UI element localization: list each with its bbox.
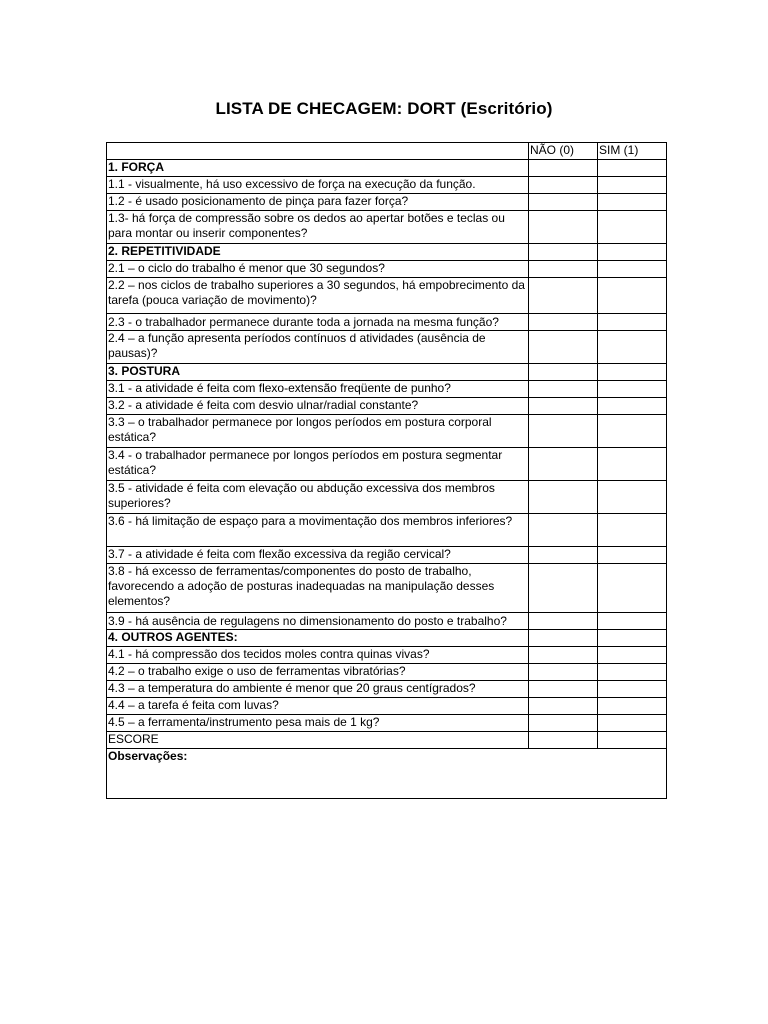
sim-cell[interactable] [598, 211, 667, 244]
row-text: 2.3 - o trabalhador permanece durante toda a jornada na mesma função? [107, 314, 529, 331]
section-row-outros-agentes [107, 630, 667, 647]
row-text: 2.4 – a função apresenta períodos contínuos d atividades (ausência de pausas)? [107, 331, 529, 364]
nao-cell[interactable] [529, 261, 598, 278]
nao-cell[interactable] [529, 647, 598, 664]
sim-cell[interactable] [598, 415, 667, 448]
sim-cell[interactable] [598, 314, 667, 331]
sim-cell[interactable] [598, 647, 667, 664]
sim-cell[interactable] [598, 261, 667, 278]
row-text: 2.2 – nos ciclos de trabalho superiores a 30 segundos, há empobrecimento da tarefa (pouca variação de movimento)? [107, 278, 529, 314]
nao-cell[interactable] [529, 664, 598, 681]
table-row [107, 564, 667, 613]
nao-cell[interactable] [529, 364, 598, 381]
nao-cell[interactable] [529, 698, 598, 715]
page-title: LISTA DE CHECAGEM: DORT (Escritório) [215, 99, 553, 118]
row-text: 4.4 – a tarefa é feita com luvas? [107, 698, 529, 715]
sim-cell[interactable] [598, 278, 667, 314]
table-row [107, 381, 667, 398]
section-row-repetitividade [107, 244, 667, 261]
sim-cell[interactable] [598, 698, 667, 715]
nao-cell[interactable] [529, 398, 598, 415]
table-row [107, 314, 667, 331]
sim-cell[interactable] [598, 630, 667, 647]
row-text: 1.3- há força de compressão sobre os dedos ao apertar botões e teclas ou para montar ou inserir componentes? [107, 211, 529, 244]
row-text: 1. FORÇA [107, 160, 529, 177]
row-text: 3.4 - o trabalhador permanece por longos períodos em postura segmentar estática? [107, 448, 529, 481]
table-row [107, 448, 667, 481]
sim-cell[interactable] [598, 547, 667, 564]
score-nao-cell[interactable] [529, 732, 598, 749]
sim-cell[interactable] [598, 194, 667, 211]
observations-label: Observações: [108, 749, 188, 763]
table-row [107, 547, 667, 564]
row-text: 2. REPETITIVIDADE [107, 244, 529, 261]
header-nao: NÃO (0) [529, 143, 598, 160]
row-text: 4.3 – a temperatura do ambiente é menor que 20 graus centígrados? [107, 681, 529, 698]
observations-row [107, 749, 667, 799]
nao-cell[interactable] [529, 481, 598, 514]
nao-cell[interactable] [529, 514, 598, 547]
nao-cell[interactable] [529, 715, 598, 732]
sim-cell[interactable] [598, 364, 667, 381]
nao-cell[interactable] [529, 630, 598, 647]
table-row [107, 647, 667, 664]
nao-cell[interactable] [529, 331, 598, 364]
nao-cell[interactable] [529, 564, 598, 613]
table-row [107, 398, 667, 415]
nao-cell[interactable] [529, 415, 598, 448]
row-text: 3.6 - há limitação de espaço para a movimentação dos membros inferiores? [107, 514, 529, 547]
row-text: 4.2 – o trabalho exige o uso de ferramentas vibratórias? [107, 664, 529, 681]
nao-cell[interactable] [529, 448, 598, 481]
table-row [107, 278, 667, 314]
row-text: 3.7 - a atividade é feita com flexão excessiva da região cervical? [107, 547, 529, 564]
table-row [107, 514, 667, 547]
table-row [107, 698, 667, 715]
header-blank-cell [107, 143, 529, 160]
table-row [107, 177, 667, 194]
sim-cell[interactable] [598, 681, 667, 698]
nao-cell[interactable] [529, 211, 598, 244]
nao-cell[interactable] [529, 244, 598, 261]
row-text: 4. OUTROS AGENTES: [107, 630, 529, 647]
row-text: 1.2 - é usado posicionamento de pinça para fazer força? [107, 194, 529, 211]
score-sim-cell[interactable] [598, 732, 667, 749]
sim-cell[interactable] [598, 481, 667, 514]
nao-cell[interactable] [529, 177, 598, 194]
sim-cell[interactable] [598, 664, 667, 681]
table-row [107, 211, 667, 244]
nao-cell[interactable] [529, 381, 598, 398]
row-text: 3. POSTURA [107, 364, 529, 381]
table-row [107, 481, 667, 514]
header-sim: SIM (1) [598, 143, 667, 160]
row-text: 3.1 - a atividade é feita com flexo-extensão freqüente de punho? [107, 381, 529, 398]
sim-cell[interactable] [598, 381, 667, 398]
sim-cell[interactable] [598, 398, 667, 415]
row-text: 3.5 - atividade é feita com elevação ou abdução excessiva dos membros superiores? [107, 481, 529, 514]
nao-cell[interactable] [529, 194, 598, 211]
nao-cell[interactable] [529, 160, 598, 177]
sim-cell[interactable] [598, 244, 667, 261]
row-text: 2.1 – o ciclo do trabalho é menor que 30 segundos? [107, 261, 529, 278]
row-text: 3.2 - a atividade é feita com desvio ulnar/radial constante? [107, 398, 529, 415]
table-row [107, 681, 667, 698]
row-text: 4.1 - há compressão dos tecidos moles contra quinas vivas? [107, 647, 529, 664]
row-text: 3.3 – o trabalhador permanece por longos períodos em postura corporal estática? [107, 415, 529, 448]
sim-cell[interactable] [598, 160, 667, 177]
nao-cell[interactable] [529, 681, 598, 698]
nao-cell[interactable] [529, 613, 598, 630]
sim-cell[interactable] [598, 448, 667, 481]
row-text: 3.8 - há excesso de ferramentas/componentes do posto de trabalho, favorecendo a adoção de posturas inadequadas na manipulação desses elementos? [107, 564, 529, 613]
section-row-postura [107, 364, 667, 381]
row-text: 3.9 - há ausência de regulagens no dimensionamento do posto e trabalho? [107, 613, 529, 630]
score-label: ESCORE [107, 732, 529, 749]
nao-cell[interactable] [529, 547, 598, 564]
sim-cell[interactable] [598, 177, 667, 194]
score-row [107, 732, 667, 749]
row-text: 4.5 – a ferramenta/instrumento pesa mais de 1 kg? [107, 715, 529, 732]
table-row [107, 415, 667, 448]
table-row [107, 194, 667, 211]
table-row [107, 613, 667, 630]
observations-cell[interactable] [107, 749, 667, 799]
table-row [107, 261, 667, 278]
section-row-forca [107, 160, 667, 177]
header-row [107, 143, 667, 160]
sim-cell[interactable] [598, 514, 667, 547]
sim-cell[interactable] [598, 331, 667, 364]
table-row [107, 664, 667, 681]
nao-cell[interactable] [529, 314, 598, 331]
sim-cell[interactable] [598, 613, 667, 630]
table-row [107, 331, 667, 364]
sim-cell[interactable] [598, 715, 667, 732]
table-row [107, 715, 667, 732]
row-text: 1.1 - visualmente, há uso excessivo de força na execução da função. [107, 177, 529, 194]
checklist-table [106, 142, 667, 799]
nao-cell[interactable] [529, 278, 598, 314]
sim-cell[interactable] [598, 564, 667, 613]
